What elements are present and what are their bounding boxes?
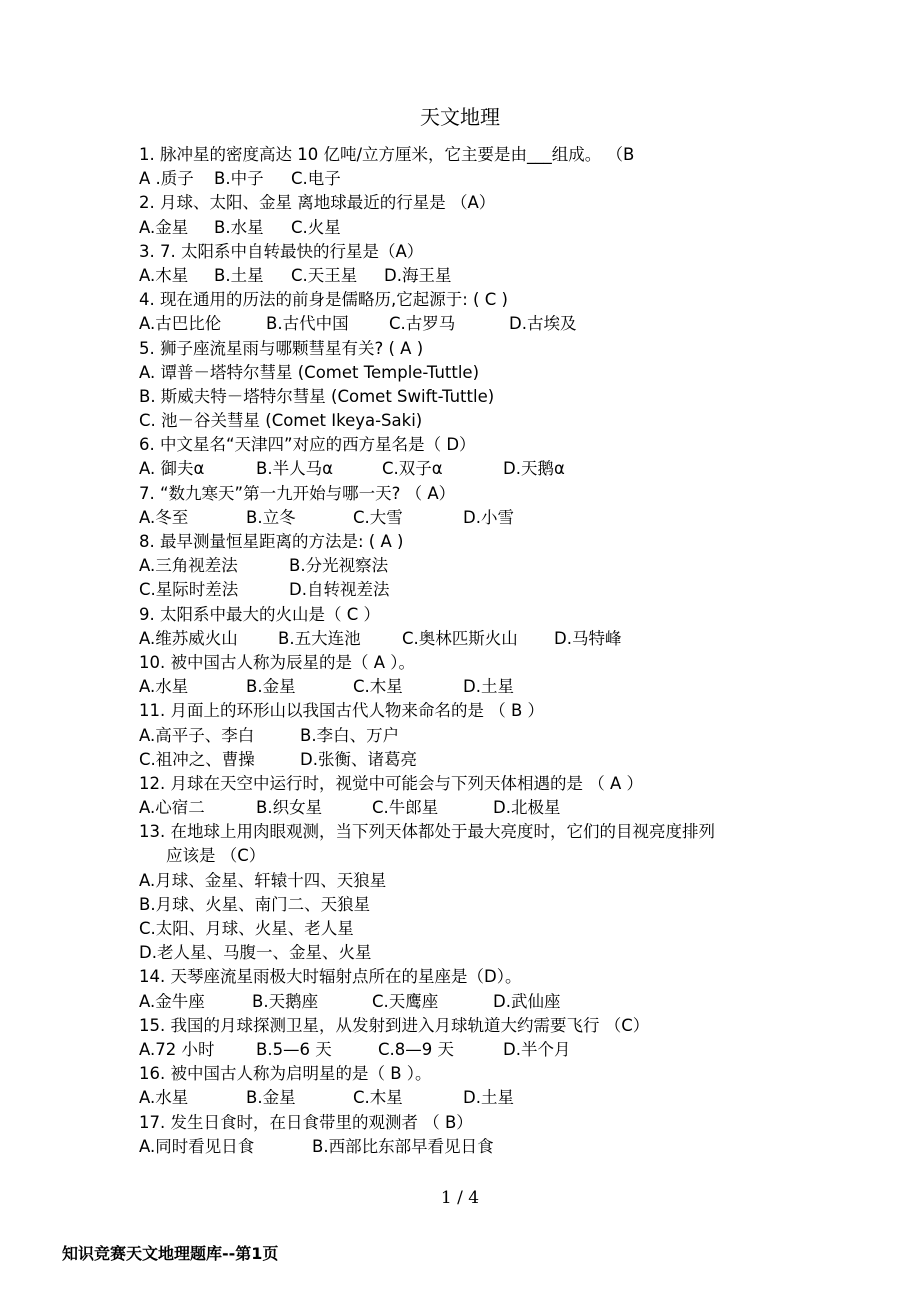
document-line: B. 斯威夫特－塔特尔彗星 (Comet Swift-Tuttle) — [139, 386, 495, 406]
document-line: 12. 月球在天空中运行时，视觉中可能会与下列天体相遇的是 （ A ） — [139, 773, 644, 793]
document-line: 7. “数九寒天”第一九开始与哪一天? （ A） — [139, 483, 456, 503]
option-text: A.维苏威火山 — [139, 628, 238, 648]
option-text: B.李白、万户 — [300, 725, 400, 745]
option-text: C.奥林匹斯火山 — [402, 628, 518, 648]
option-text: C.古罗马 — [389, 314, 456, 334]
option-text: A .质子 — [139, 169, 194, 189]
option-text: A.三角视差法 — [139, 556, 238, 576]
option-text: B.半人马α — [256, 459, 333, 479]
document-line — [139, 506, 799, 530]
document-line — [139, 312, 799, 336]
option-text: C.火星 — [291, 217, 341, 237]
option-text: C.大雪 — [353, 507, 403, 527]
option-text: D.土星 — [463, 1088, 514, 1108]
document-line: 14. 天琴座流星雨极大时辐射点所在的星座是（D）。 — [139, 967, 522, 987]
option-text: A.水星 — [139, 1088, 189, 1108]
document-line: B.月球、火星、南门二、天狼星 — [139, 894, 371, 914]
option-text: D.古埃及 — [509, 314, 577, 334]
document-line: 10. 被中国古人称为辰星的是（ A ）。 — [139, 652, 416, 672]
document-line — [139, 990, 799, 1014]
option-text: B.古代中国 — [266, 314, 349, 334]
document-line — [139, 264, 799, 288]
document-line: 5. 狮子座流星雨与哪颗彗星有关? ( A ) — [139, 338, 424, 358]
document-line: 8. 最早测量恒星距离的方法是: ( A ) — [139, 532, 404, 551]
option-text: D.小雪 — [463, 507, 514, 527]
option-text: D.自转视差法 — [289, 580, 390, 600]
option-text: C.天鹰座 — [372, 991, 439, 1011]
option-text: C.双子α — [382, 459, 443, 479]
option-text: B.水星 — [214, 217, 264, 237]
document-line — [139, 1038, 799, 1062]
option-text: A.木星 — [139, 265, 189, 285]
option-text: C.木星 — [353, 677, 403, 697]
option-text: A.古巴比伦 — [139, 314, 222, 334]
document-line — [139, 167, 799, 191]
option-text: A.金星 — [139, 217, 189, 237]
option-text: B.天鹅座 — [252, 991, 319, 1011]
option-text: B.中子 — [214, 169, 264, 189]
option-text: B.五大连池 — [278, 628, 361, 648]
option-text: A.金牛座 — [139, 991, 205, 1011]
question-list — [139, 143, 799, 1159]
document-line — [139, 1135, 799, 1159]
option-text: B.土星 — [214, 265, 264, 285]
document-line — [139, 1086, 799, 1110]
option-text: C.祖冲之、曹操 — [139, 749, 255, 769]
document-line: A.月球、金星、轩辕十四、天狼星 — [139, 870, 387, 890]
document-line: 9. 太阳系中最大的火山是（ C ） — [139, 604, 380, 624]
document-line: 1. 脉冲星的密度高达 10 亿吨/立方厘米，它主要是由___组成。 （B — [139, 145, 635, 164]
document-line: 11. 月面上的环形山以我国古代人物来命名的是 （ B ） — [139, 701, 545, 721]
document-line — [139, 554, 799, 578]
document-line: 应该是 （C） — [166, 846, 266, 866]
option-text: C.牛郎星 — [372, 798, 439, 818]
option-text: A.冬至 — [139, 507, 189, 527]
option-text: B.分光视察法 — [289, 556, 389, 576]
document-line — [139, 748, 799, 772]
document-line — [139, 724, 799, 748]
option-text: C.木星 — [353, 1088, 403, 1108]
option-text: B.金星 — [246, 677, 296, 697]
option-text: D.天鹅α — [503, 459, 565, 479]
document-line: 6. 中文星名“天津四”对应的西方星名是（ D） — [139, 435, 476, 455]
option-text: B.织女星 — [256, 798, 323, 818]
document-line — [139, 627, 799, 651]
option-text: C.天王星 — [291, 265, 358, 285]
option-text: D.海王星 — [384, 265, 452, 285]
option-text: B.西部比东部早看见日食 — [312, 1136, 494, 1156]
document-line: C.太阳、月球、火星、老人星 — [139, 919, 354, 938]
document-line: C. 池－谷关彗星 (Comet Ikeya-Saki) — [139, 411, 423, 431]
document-line — [139, 578, 799, 602]
footer-text: 知识竞赛天文地理题库--第1页 — [62, 1244, 279, 1263]
option-text: B.金星 — [246, 1088, 296, 1108]
option-text: D.北极星 — [493, 798, 561, 818]
option-text: A.心宿二 — [139, 798, 205, 818]
option-text: D.土星 — [463, 677, 514, 697]
document-line: 13. 在地球上用肉眼观测，当下列天体都处于最大亮度时，它们的目视亮度排列 — [139, 822, 715, 842]
document-line: 3. 7. 太阳系中自转最快的行星是（A） — [139, 241, 424, 261]
option-text: A. 御夫α — [139, 459, 205, 479]
document-line: 17. 发生日食时，在日食带里的观测者 （ B） — [139, 1112, 473, 1132]
option-text: D.武仙座 — [493, 991, 561, 1011]
option-text: C.8—9 天 — [378, 1039, 455, 1059]
option-text: B.立冬 — [246, 507, 296, 527]
document-line — [139, 457, 799, 481]
document-line: A. 谭普－塔特尔彗星 (Comet Temple-Tuttle) — [139, 362, 480, 382]
document-line — [139, 796, 799, 820]
option-text: D.张衡、诸葛亮 — [300, 749, 417, 769]
document-line — [139, 216, 799, 240]
option-text: C.电子 — [291, 169, 341, 189]
option-text: A.同时看见日食 — [139, 1136, 255, 1156]
option-text: A.72 小时 — [139, 1039, 215, 1059]
option-text: D.马特峰 — [554, 628, 622, 648]
document-line: 16. 被中国古人称为启明星的是（ B ）。 — [139, 1064, 432, 1084]
option-text: A.水星 — [139, 677, 189, 697]
document-line: 4. 现在通用的历法的前身是儒略历,它起源于: ( C ) — [139, 290, 508, 310]
option-text: C.星际时差法 — [139, 580, 239, 600]
document-line — [139, 675, 799, 699]
document-title: 天文地理 — [420, 105, 500, 129]
option-text: B.5—6 天 — [256, 1039, 332, 1059]
document-line: D.老人星、马腹一、金星、火星 — [139, 943, 372, 963]
option-text: D.半个月 — [503, 1039, 571, 1059]
option-text: A.高平子、李白 — [139, 725, 255, 745]
page-number: 1 / 4 — [440, 1188, 480, 1208]
document-line: 2. 月球、太阳、金星 离地球最近的行星是 （A） — [139, 193, 496, 213]
document-line: 15. 我国的月球探测卫星，从发射到进入月球轨道大约需要飞行 （C） — [139, 1015, 650, 1035]
